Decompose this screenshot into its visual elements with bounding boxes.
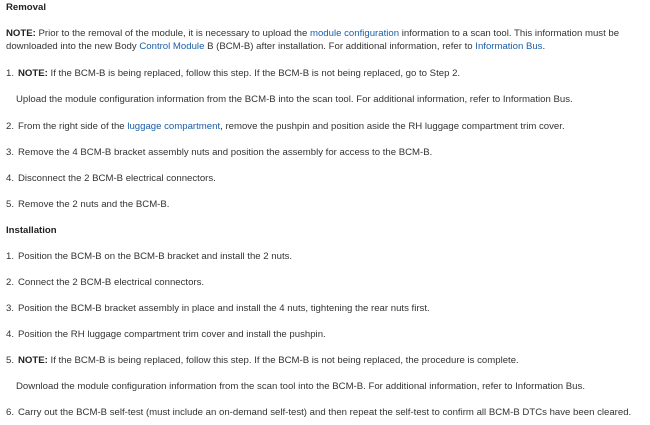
removal-step-4 bbox=[6, 173, 216, 185]
removal-step-1-sub: Upload the module configuration information from the BCM-B into the scan tool. For additional information, refer to Information Bus. bbox=[16, 94, 573, 105]
note-text: . bbox=[542, 41, 546, 52]
note-text: information to a scan tool. This information must be bbox=[399, 28, 620, 39]
information-bus-link[interactable]: Information Bus bbox=[475, 41, 543, 52]
step-text: Position the BCM-B bracket assembly in place and install the 4 nuts, tightening the rear nuts first. bbox=[18, 303, 430, 314]
installation-step-6 bbox=[6, 407, 631, 419]
step-number: 5. bbox=[6, 355, 15, 366]
step-text: Position the BCM-B on the BCM-B bracket and install the 2 nuts. bbox=[18, 251, 293, 262]
step-text: Position the RH luggage compartment trim cover and install the pushpin. bbox=[18, 329, 326, 340]
installation-step-4 bbox=[6, 329, 326, 341]
step-text: , remove the pushpin and position aside the RH luggage compartment trim cover. bbox=[220, 121, 565, 132]
installation-heading: Installation bbox=[6, 225, 57, 236]
step-number: 6. bbox=[6, 407, 15, 418]
step-text: If the BCM-B is being replaced, follow this step. If the BCM-B is not being replaced, the procedure is complete. bbox=[47, 355, 519, 366]
step-text: From the right side of the bbox=[18, 121, 128, 132]
step-number: 2. bbox=[6, 121, 15, 132]
control-module-link[interactable]: Control Module bbox=[139, 41, 205, 52]
step-number: 5. bbox=[6, 199, 15, 210]
step-text: Remove the 4 BCM-B bracket assembly nuts and position the assembly for access to the BCM-B. bbox=[18, 147, 433, 158]
module-configuration-link[interactable]: module configuration bbox=[309, 28, 400, 39]
removal-step-3 bbox=[6, 147, 432, 159]
note-text: downloaded into the new Body bbox=[6, 41, 140, 52]
step-number: 1. bbox=[6, 251, 15, 262]
note-text: B (BCM-B) after installation. For additional information, refer to bbox=[204, 41, 476, 52]
step-text: If the BCM-B is being replaced, follow this step. If the BCM-B is not being replaced, go to Step 2. bbox=[47, 68, 461, 79]
removal-step-5 bbox=[6, 199, 169, 211]
removal-note-line-1 bbox=[6, 28, 619, 40]
installation-step-5 bbox=[6, 355, 519, 367]
installation-step-2 bbox=[6, 277, 204, 289]
removal-step-2 bbox=[6, 121, 565, 133]
step-text: Disconnect the 2 BCM-B electrical connectors. bbox=[18, 173, 216, 184]
note-text: Prior to the removal of the module, it is necessary to upload the bbox=[35, 28, 310, 39]
note-label: NOTE: bbox=[6, 28, 36, 39]
step-number: 2. bbox=[6, 277, 15, 288]
installation-step-3 bbox=[6, 303, 430, 315]
removal-step-1 bbox=[6, 68, 460, 80]
step-text: Carry out the BCM-B self-test (must include an on-demand self-test) and then repeat the self-test to confirm all BCM-B DTCs have been cleared. bbox=[18, 407, 632, 418]
note-label: NOTE: bbox=[18, 355, 48, 366]
step-number: 1. bbox=[6, 68, 15, 79]
step-text: Connect the 2 BCM-B electrical connectors. bbox=[18, 277, 205, 288]
removal-heading: Removal bbox=[6, 2, 46, 13]
step-number: 3. bbox=[6, 303, 15, 314]
step-number: 3. bbox=[6, 147, 15, 158]
luggage-compartment-link[interactable]: luggage compartment bbox=[127, 121, 221, 132]
procedure-document bbox=[6, 0, 646, 425]
step-text: Remove the 2 nuts and the BCM-B. bbox=[18, 199, 170, 210]
installation-step-1 bbox=[6, 251, 292, 263]
step-number: 4. bbox=[6, 329, 15, 340]
installation-step-5-sub: Download the module configuration information from the scan tool into the BCM-B. For additional information, refer to Information Bus. bbox=[16, 381, 585, 392]
step-number: 4. bbox=[6, 173, 15, 184]
note-label: NOTE: bbox=[18, 68, 48, 79]
removal-note-line-2 bbox=[6, 41, 545, 53]
